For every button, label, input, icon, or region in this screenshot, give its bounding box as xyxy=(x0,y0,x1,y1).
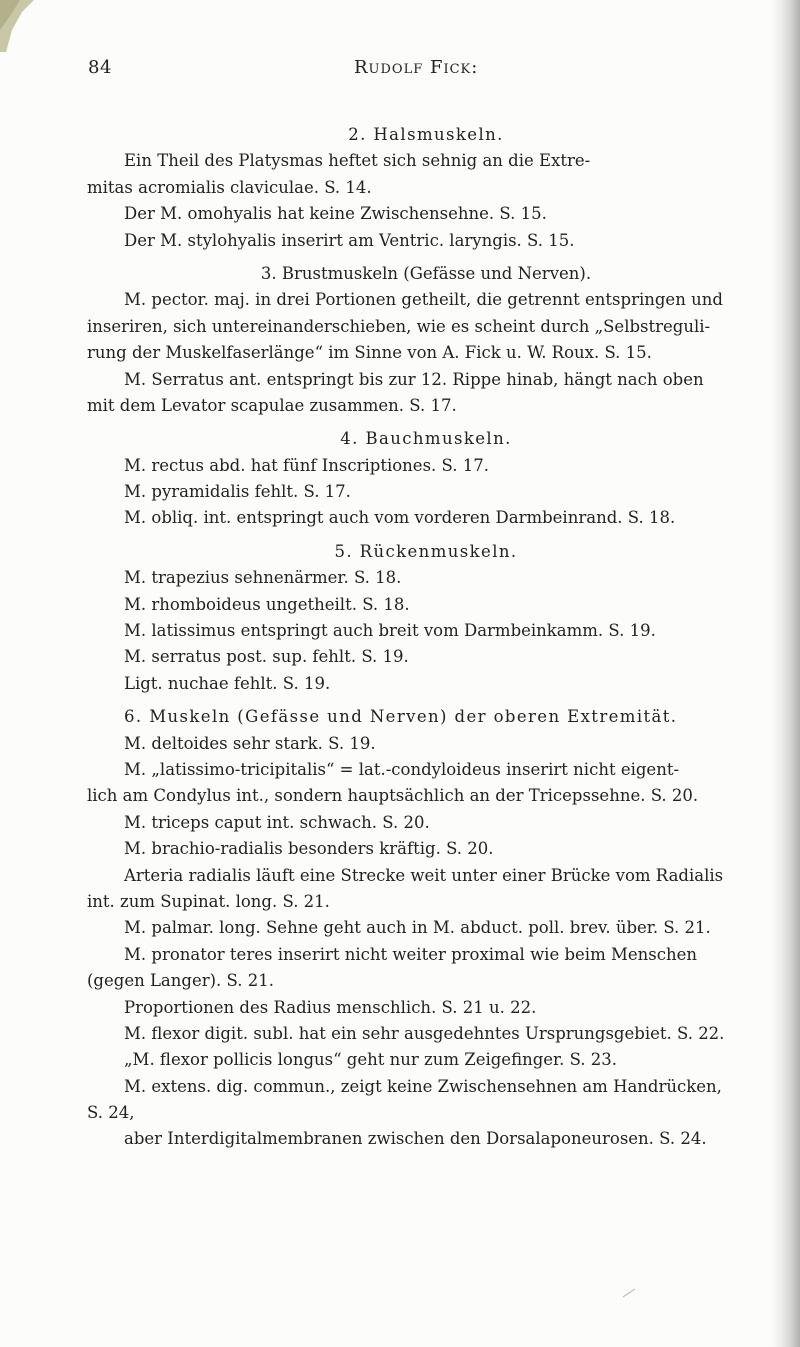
text-line: lich am Condylus int., sondern hauptsächlich an der Tricepssehne. S. 20. xyxy=(87,786,699,806)
page-header xyxy=(88,57,754,87)
section-heading-bauchmuskeln: 4. Bauchmuskeln. xyxy=(340,429,512,449)
text-line: M. deltoides sehr stark. S. 19. xyxy=(124,733,376,753)
text-line: M. pector. maj. in drei Portionen getheilt, die getrennt entspringen und xyxy=(124,290,723,310)
text-line: M. trapezius sehnenärmer. S. 18. xyxy=(124,568,402,588)
text-line: M. pronator teres inserirt nicht weiter proximal wie beim Menschen xyxy=(124,944,697,964)
section-heading-halsmuskeln: 2. Halsmuskeln. xyxy=(348,125,504,144)
section-heading-rueckenmuskeln: 5. Rückenmuskeln. xyxy=(334,541,518,561)
text-line: M. triceps caput int. schwach. S. 20. xyxy=(124,812,430,832)
text-line: M. Serratus ant. entspringt bis zur 12. Rippe hinab, hängt nach oben xyxy=(124,369,704,389)
text-line: int. zum Supinat. long. S. 21. xyxy=(87,891,330,911)
text-line: mitas acromialis claviculae. S. 14. xyxy=(87,177,372,197)
body-text xyxy=(87,115,765,1153)
text-line: rung der Muskelfaserlänge“ im Sinne von A. Fick u. W. Roux. S. 15. xyxy=(87,343,652,363)
text-line: M. extens. dig. commun., zeigt keine Zwischensehnen am Handrücken, xyxy=(124,1076,722,1096)
section-heading-obere-extremitaet: 6. Muskeln (Gefässe und Nerven) der oberen Extremität. xyxy=(124,707,678,727)
text-line: Ein Theil des Platysmas heftet sich sehnig an die Extre- xyxy=(124,151,591,171)
text-line: Ligt. nuchae fehlt. S. 19. xyxy=(124,673,331,693)
text-line: M. pyramidalis fehlt. S. 17. xyxy=(124,482,351,502)
text-line: aber Interdigitalmembranen zwischen den Dorsalaponeurosen. S. 24. xyxy=(124,1129,707,1149)
text-line: M. serratus post. sup. fehlt. S. 19. xyxy=(124,647,409,667)
text-line: M. palmar. long. Sehne geht auch in M. abduct. poll. brev. über. S. 21. xyxy=(124,918,711,938)
text-line: M. „latissimo-tricipitalis“ = lat.-condyloideus inserirt nicht eigent- xyxy=(124,759,680,779)
text-line: Der M. omohyalis hat keine Zwischensehne. S. 15. xyxy=(124,204,547,224)
pencil-mark xyxy=(622,1288,636,1298)
text-line: inseriren, sich untereinanderschieben, wie es scheint durch „Selbstreguli- xyxy=(87,316,711,336)
page-corner-shadow xyxy=(0,0,60,52)
page-number: 84 xyxy=(88,57,112,78)
text-line: M. rectus abd. hat fünf Inscriptiones. S. 17. xyxy=(124,455,489,475)
text-line: M. rhomboideus ungetheilt. S. 18. xyxy=(124,594,410,614)
text-line: Proportionen des Radius menschlich. S. 21 u. 22. xyxy=(124,997,537,1017)
running-head: Rudolf Fick: xyxy=(354,57,479,78)
text-line: (gegen Langer). S. 21. xyxy=(87,971,274,991)
text-line: M. latissimus entspringt auch breit vom Darmbeinkamm. S. 19. xyxy=(124,621,656,641)
section-heading-brustmuskeln: 3. Brustmuskeln (Gefässe und Nerven). xyxy=(260,263,592,283)
text-line: S. 24, xyxy=(87,1103,135,1123)
text-line: mit dem Levator scapulae zusammen. S. 17. xyxy=(87,395,457,415)
text-line: Arteria radialis läuft eine Strecke weit unter einer Brücke vom Radialis xyxy=(124,865,724,885)
text-line: M. brachio-radialis besonders kräftig. S. 20. xyxy=(124,839,494,859)
text-line: M. obliq. int. entspringt auch vom vorderen Darmbeinrand. S. 18. xyxy=(124,508,676,528)
text-line: M. flexor digit. subl. hat ein sehr ausgedehntes Ursprungsgebiet. S. 22. xyxy=(124,1023,725,1043)
text-line: „M. flexor pollicis longus“ geht nur zum Zeigefinger. S. 23. xyxy=(124,1050,618,1070)
page-edge-shadow xyxy=(772,0,800,1347)
text-line: Der M. stylohyalis inserirt am Ventric. laryngis. S. 15. xyxy=(124,230,575,250)
